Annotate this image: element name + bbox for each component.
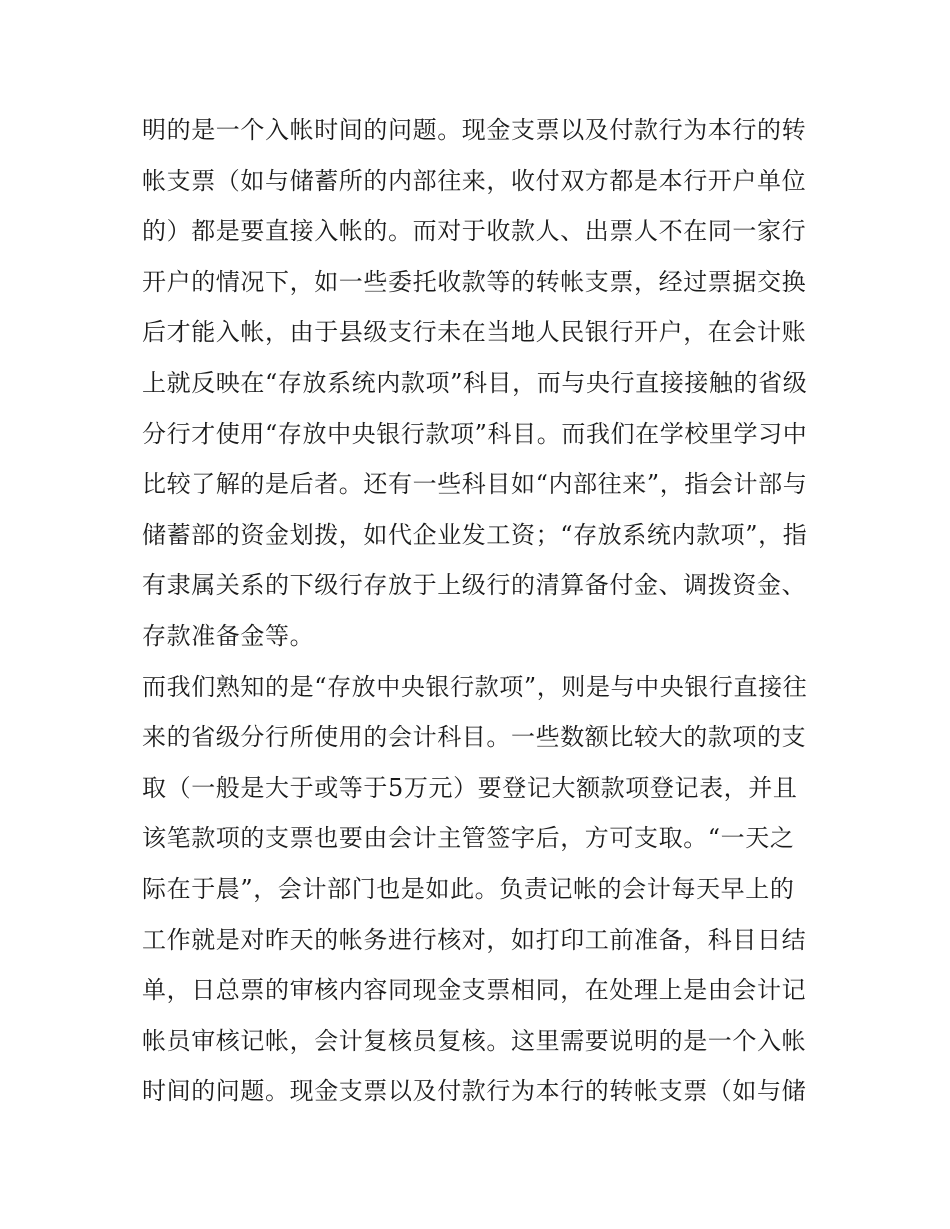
text-line: 明的是一个入帐时间的问题。现金支票以及付款行为本行的转 bbox=[142, 116, 807, 144]
text-line: 时间的问题。现金支票以及付款行为本行的转帐支票（如与储 bbox=[142, 1077, 807, 1106]
text-line: 帐员审核记帐，会计复核员复核。这里需要说明的是一个入帐 bbox=[142, 1026, 807, 1055]
text-line: 的）都是要直接入帐的。而对于收款人、出票人不在同一家行 bbox=[142, 217, 807, 246]
text-line: 帐支票（如与储蓄所的内部往来，收付双方都是本行开户单位 bbox=[142, 166, 807, 195]
text-line: 存款准备金等。 bbox=[142, 621, 315, 650]
text-line: 分行才使用“存放中央银行款项”科目。而我们在学校里学习中 bbox=[142, 419, 808, 448]
text-line: 来的省级分行所使用的会计科目。一些数额比较大的款项的支 bbox=[142, 723, 807, 752]
text-line: 比较了解的是后者。还有一些科目如“内部往来”，指会计部与 bbox=[142, 470, 808, 499]
body-text bbox=[142, 105, 822, 1117]
text-line: 而我们熟知的是“存放中央银行款项”，则是与中央银行直接往 bbox=[142, 672, 808, 701]
text-line: 有隶属关系的下级行存放于上级行的清算备付金、调拨资金、 bbox=[142, 571, 807, 600]
text-line: 上就反映在“存放系统内款项”科目，而与央行直接接触的省级 bbox=[142, 368, 808, 397]
text-line: 该笔款项的支票也要由会计主管签字后，方可支取。“一天之 bbox=[142, 824, 795, 853]
text-line: 取（一般是大于或等于5万元）要登记大额款项登记表，并且 bbox=[142, 773, 798, 802]
text-line: 际在于晨”，会计部门也是如此。负责记帐的会计每天早上的 bbox=[142, 874, 795, 903]
text-line: 后才能入帐，由于县级支行未在当地人民银行开户，在会计账 bbox=[142, 318, 807, 347]
text-line: 工作就是对昨天的帐务进行核对，如打印工前准备，科目日结 bbox=[142, 925, 807, 954]
text-line: 储蓄部的资金划拨，如代企业发工资；“存放系统内款项”，指 bbox=[142, 520, 808, 549]
text-line: 开户的情况下，如一些委托收款等的转帐支票，经过票据交换 bbox=[142, 267, 807, 296]
text-line: 单，日总票的审核内容同现金支票相同，在处理上是由会计记 bbox=[142, 976, 807, 1005]
